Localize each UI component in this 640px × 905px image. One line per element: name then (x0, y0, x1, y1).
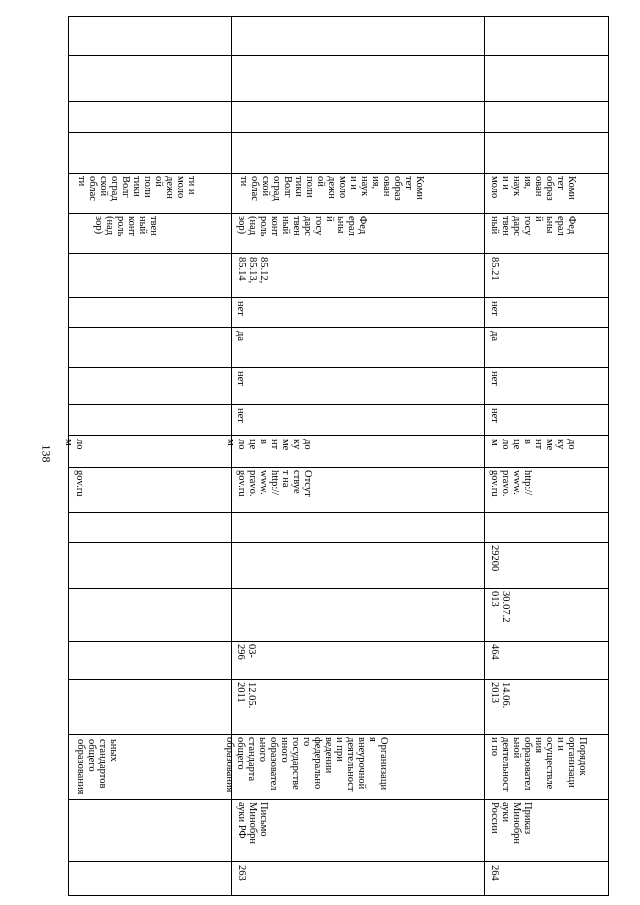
grid-line (69, 55, 608, 56)
row-263-number: 03- 296 (235, 644, 257, 660)
row-263-col-d: нет (235, 301, 246, 316)
row-264-doc-type: Приказ Минобрн ауки России (489, 802, 533, 845)
row-264-reg-date: 30.07.2 013 (489, 591, 511, 623)
grid-line (69, 132, 608, 133)
row-264-col-c: да (489, 331, 500, 342)
row-264-site: http:// www. pravo. gov.ru (489, 470, 533, 497)
grid-line (69, 101, 608, 102)
grid-line (69, 588, 608, 589)
grid-line (69, 799, 608, 800)
grid-line (69, 435, 608, 436)
grid-line (69, 253, 608, 254)
row-263-date: 12.05. 2011 (235, 682, 257, 709)
grid-line (69, 213, 608, 214)
row-264-oversight: Фед ерал ьны й госу дарс твен ный (489, 216, 577, 236)
row-264-col-d: нет (489, 301, 500, 316)
grid-line (69, 542, 608, 543)
tail-title: ьных стандартов общего образования (75, 739, 119, 795)
row-263-col-b: нет (235, 371, 246, 386)
grid-line (69, 327, 608, 328)
row-264-okved: 85.21 (489, 257, 500, 281)
row-264-col-a: нет (489, 408, 500, 423)
row-263-availability: до ку ме нт в це ло м (225, 439, 313, 451)
row-263-num: 263 (236, 865, 247, 881)
tail-oversight: твен ный конт роль (над зор) (93, 216, 159, 237)
grid-line (69, 641, 608, 642)
page-number: 138 (39, 444, 54, 463)
row-264-col-b: нет (489, 371, 500, 386)
row-264-authority: Коми тет образ ован ия, наук и и моло (489, 176, 577, 201)
grid-line (69, 367, 608, 368)
row-264-availability: до ку ме нт в це ло м (489, 439, 577, 451)
grid-line (69, 467, 608, 468)
row-263-doc-type: Письмо Минобрн ауки РФ (236, 802, 269, 845)
row-263-title: Организаци я внеурочной деятельност и при ведении федерально го государстве нного образовател ьного стандарта общего образования (224, 737, 389, 793)
row-264-date: 14.06. 2013 (489, 682, 511, 709)
tail-availability: ло м (63, 439, 85, 450)
row-264-num: 264 (489, 865, 500, 881)
tail-authority: ти и моло дежн ой поли тики Волг оград ской облас ти (76, 176, 197, 201)
grid-line (69, 679, 608, 680)
row-264-number: 464 (489, 644, 500, 660)
grid-line (69, 297, 608, 298)
row-263-oversight: Фед ерал ьны й госу дарс твен ный конт роль (над зор) (236, 216, 368, 237)
row-263-col-a: нет (235, 408, 246, 423)
row-264-title: Порядок организаци и и осуществле ния образовател ьной деятельност и по (489, 737, 588, 792)
row-264-reg-num: 29200 (489, 545, 500, 572)
grid-line (69, 734, 608, 735)
row-263-okved: 85.12, 85.13, 85.14 (236, 257, 269, 284)
grid-line (69, 404, 608, 405)
grid-line (69, 173, 608, 174)
row-263-site: Отсут ствуе т на http:// www. pravo. gov.ru (236, 470, 313, 497)
row-263-col-c: да (235, 331, 246, 342)
document-table (63, 16, 609, 896)
grid-line (69, 512, 608, 513)
tail-site: gov.ru (74, 470, 85, 497)
grid-line (484, 17, 485, 895)
row-263-authority: Коми тет образ ован ия, наук и и моло дежн ой поли тики Волг оград ской облас ти (238, 176, 425, 201)
grid-line (69, 861, 608, 862)
